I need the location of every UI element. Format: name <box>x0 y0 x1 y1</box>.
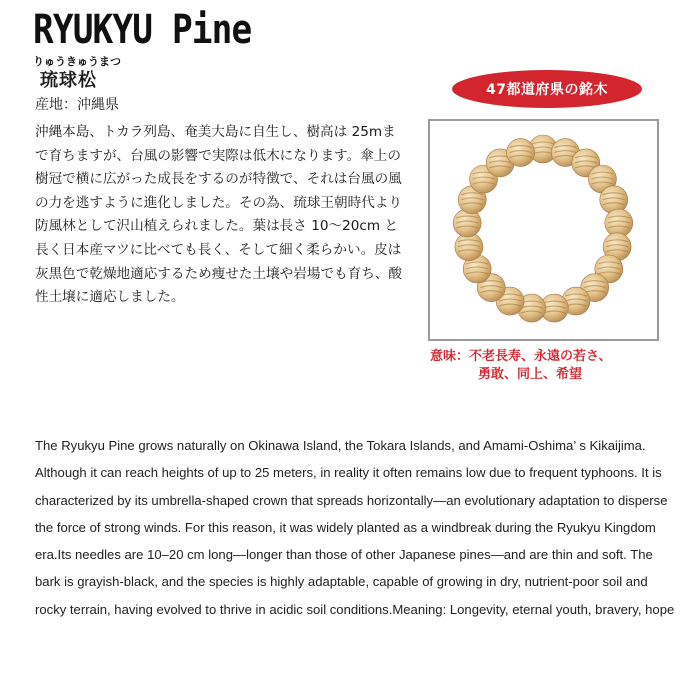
bracelet-icon <box>430 121 657 339</box>
product-photo-frame <box>428 119 659 341</box>
furigana-reading: りゅうきゅうまつ <box>33 55 121 68</box>
meaning-line-1: 意味：不老長寿、永遠の若さ、 <box>430 349 612 364</box>
japanese-description: 沖縄本島、トカラ列島、奄美大島に自生し、樹高は 25mまで育ちますが、台風の影響で実際は低木になります。傘上の樹冠で横に広がった成長をするのが特徴で、それは台風の風の力を逃すように進化しました。その為、琉球王朝時代より防風林として沢山植えられました。葉は長さ 10〜20cm と長く日本産マツに比べても長く、そして細く柔らかい。皮は灰黒色で乾燥地適応するため痩せた土壌や岩場でも育ち、酸性土壌に適応しました。 <box>35 124 403 306</box>
meaning-text <box>430 348 670 384</box>
meiboku-badge: 47都道府県の銘木 <box>452 70 642 108</box>
kanji-name: 琉球松 <box>40 70 97 91</box>
origin-label: 産地：沖縄県 <box>35 97 119 113</box>
product-title: RYUKYU Pine <box>33 7 252 53</box>
meaning-line-2: 勇敢、同上、希望 <box>478 367 583 382</box>
english-description: The Ryukyu Pine grows naturally on Okinawa Island, the Tokara Islands, and Amami-Oshima’ s Kikaijima. Although it can reach heights of up to 25 meters, in reality it often remains low due to frequent typhoons. It is characterized by its umbrella-shaped crown that spreads horizontally—an evolutionary adaptation to disperse the force of strong winds. For this reason, it was widely planted as a windbreak during the Ryukyu Kingdom era.Its needles are 10–20 cm long—longer than those of other Japanese pines—and are thin and soft. The bark is grayish-black, and the species is highly adaptable, capable of growing in dry, nutrient-poor soil and rocky terrain, having evolved to thrive in acidic soil conditions.Meaning: Longevity, eternal youth, bravery, hope <box>35 438 675 617</box>
bead <box>507 139 535 167</box>
